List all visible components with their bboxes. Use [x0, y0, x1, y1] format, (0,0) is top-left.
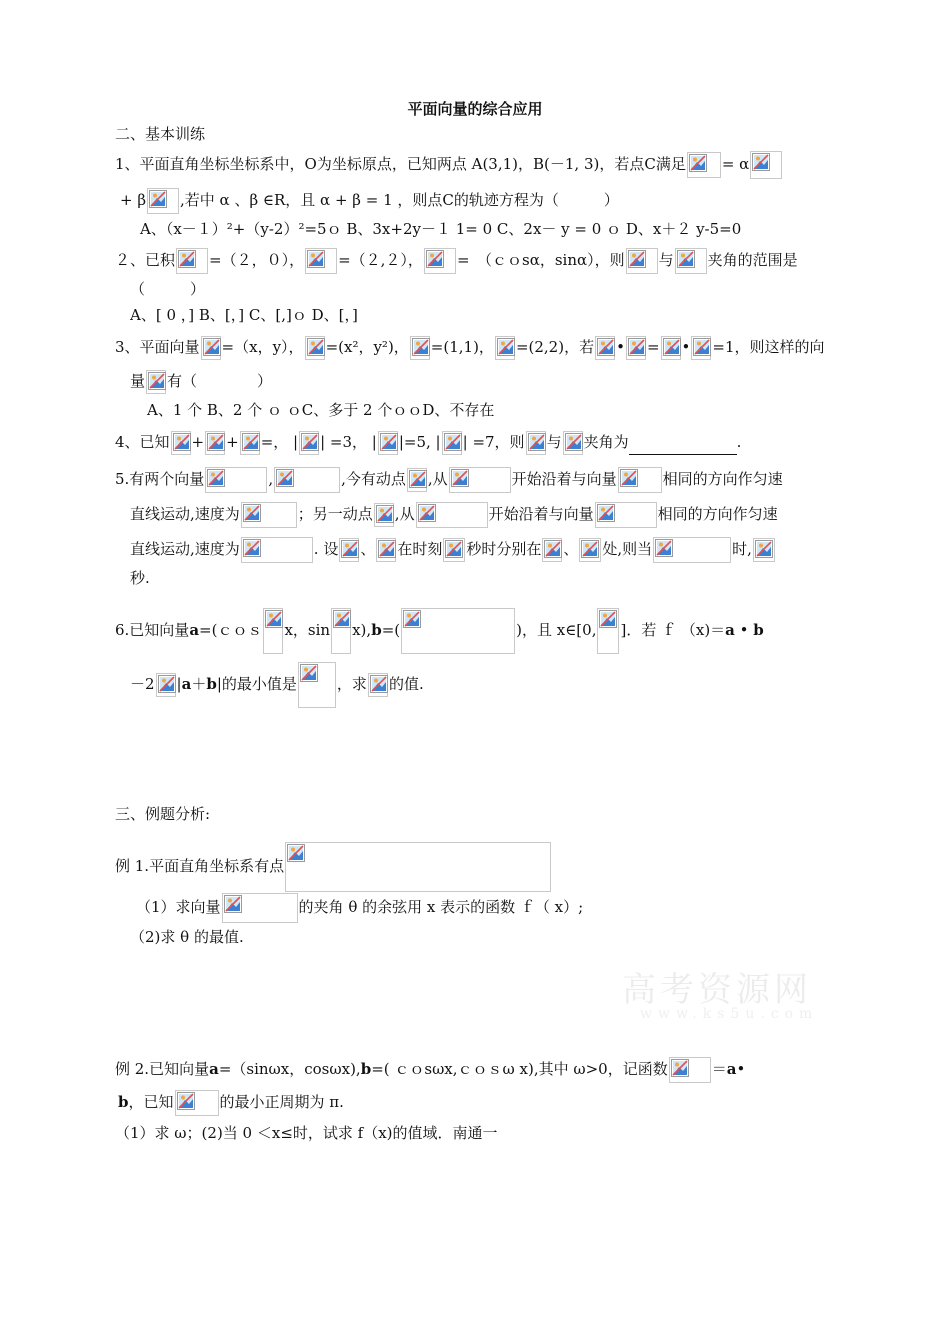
formula-image: [171, 431, 191, 455]
broken-image-icon: [628, 338, 646, 356]
question-1-options: A、（x－１）²+（y-2）²=5ｏ B、3x+2y－１ 1= 0 C、2x－ y = 0 ｏ D、x＋２ y-5=0: [140, 220, 742, 238]
broken-image-icon: [370, 675, 388, 693]
broken-image-icon: [403, 610, 421, 628]
question-5-line-3: 直线运动,速度为 . 设 、 在时刻 秒时分别在 、 处,则当 时,: [130, 537, 776, 563]
broken-image-icon: [207, 433, 225, 451]
broken-image-icon: [243, 539, 261, 557]
broken-image-icon: [301, 433, 319, 451]
broken-image-icon: [655, 539, 673, 557]
example-2-line-1: 例 2.已知向量a=（sinωx，cosωx),b=( ｃｏsωx,ｃｏｓω x),其中 ω>0，记函数 ＝a•: [115, 1057, 745, 1083]
formula-image: [274, 467, 340, 493]
broken-image-icon: [599, 610, 617, 628]
broken-image-icon: [149, 190, 167, 208]
formula-image: [263, 608, 283, 654]
formula-image: [416, 502, 488, 528]
question-4-line: 4、已知 + + =， | | =3， | |=5, | | =7，则 与 夹角为 .: [115, 431, 741, 455]
formula-image: [201, 336, 221, 360]
broken-image-icon: [597, 338, 615, 356]
formula-image: [579, 538, 601, 562]
formula-image: [661, 336, 681, 360]
example-1-line: 例 1.平面直角坐标系有点: [115, 842, 552, 892]
broken-image-icon: [207, 469, 225, 487]
broken-image-icon: [677, 250, 695, 268]
broken-image-icon: [451, 469, 469, 487]
question-2-options: A、[ 0 ，] B、[，] C、[,]ｏ D、[，]: [130, 306, 358, 324]
broken-image-icon: [628, 250, 646, 268]
broken-image-icon: [445, 540, 463, 558]
example-2-parts: （1）求 ω；(2)当 0 ＜x≤时，试求 f（x)的值域．南通一: [115, 1124, 498, 1142]
formula-image: [298, 662, 336, 708]
question-6-line-1: 6.已知向量a=(ｃｏｓ x，sin x),b=( )，且 x∈[0, ]．若 ｆ （x)＝a • b: [115, 608, 764, 654]
formula-image: [285, 842, 551, 892]
formula-image: [376, 538, 396, 562]
broken-image-icon: [620, 469, 638, 487]
formula-image: [175, 1090, 219, 1116]
formula-image: [146, 370, 166, 394]
formula-image: [305, 336, 325, 360]
answer-blank: [629, 440, 737, 455]
formula-image: [156, 673, 176, 697]
question-3-options: A、1 个 B、2 个 ｏ ｏC、多于 2 个ｏｏD、不存在: [147, 401, 495, 419]
formula-image: [240, 431, 260, 455]
formula-image: [626, 336, 646, 360]
formula-image: [495, 336, 515, 360]
formula-image: [299, 431, 319, 455]
broken-image-icon: [341, 540, 359, 558]
section-heading-basic: 二、基本训练: [115, 125, 206, 143]
formula-image: [410, 336, 430, 360]
broken-image-icon: [412, 338, 430, 356]
formula-image: [331, 608, 351, 654]
formula-image: [241, 502, 297, 528]
formula-image: [626, 248, 658, 274]
broken-image-icon: [173, 433, 191, 451]
formula-image: [595, 336, 615, 360]
broken-image-icon: [565, 433, 583, 451]
formula-image: [176, 248, 208, 274]
broken-image-icon: [242, 433, 260, 451]
broken-image-icon: [307, 338, 325, 356]
broken-image-icon: [203, 338, 221, 356]
formula-image: [147, 188, 179, 214]
broken-image-icon: [418, 504, 436, 522]
question-2-line-1: ２、已积 =（２，０）， =（２,２）， = （ｃｏsα，sinα），则 与 夹角的范围是: [115, 248, 798, 274]
question-3-line-1: 3、平面向量 =（x，y）， =(x²，y²)， =(1,1)， =(2,2)，若 • = • =1，则这样的向: [115, 336, 825, 360]
broken-image-icon: [597, 504, 615, 522]
formula-image: [241, 537, 313, 563]
broken-image-icon: [663, 338, 681, 356]
formula-image: [653, 537, 731, 563]
broken-image-icon: [689, 154, 707, 172]
formula-image: [542, 538, 562, 562]
formula-image: [368, 673, 388, 697]
formula-image: [222, 893, 298, 923]
watermark: 高考资源网: [622, 970, 812, 1010]
section-heading-examples: 三、例题分析:: [115, 805, 211, 823]
example-2-line-2: b，已知 的最小正周期为 π.: [118, 1090, 344, 1116]
broken-image-icon: [444, 433, 462, 451]
broken-image-icon: [287, 844, 305, 862]
formula-image: [205, 431, 225, 455]
broken-image-icon: [307, 250, 325, 268]
formula-image: [339, 538, 359, 562]
broken-image-icon: [333, 610, 351, 628]
question-5-line-2: 直线运动,速度为 ；另一动点 ,从 开始沿着与向量 相同的方向作匀速: [130, 502, 778, 528]
formula-image: [675, 248, 707, 274]
broken-image-icon: [528, 433, 546, 451]
formula-image: [407, 468, 427, 492]
formula-image: [595, 502, 657, 528]
example-1-part-2: （2)求 θ 的最值.: [130, 928, 244, 946]
broken-image-icon: [148, 372, 166, 390]
formula-image: [449, 467, 511, 493]
question-1-line-2: + β ,若中 α 、β ∈R，且 α + β = 1 ，则点C的轨迹方程为（ ）: [120, 188, 619, 214]
broken-image-icon: [755, 540, 773, 558]
question-5-line-4: 秒.: [130, 569, 150, 587]
formula-image: [443, 538, 465, 562]
formula-image: [753, 538, 775, 562]
question-5-line-1: 5.有两个向量 , ,今有动点 ,从 开始沿着与向量 相同的方向作匀速: [115, 467, 783, 493]
broken-image-icon: [671, 1059, 689, 1077]
formula-image: [401, 608, 515, 654]
broken-image-icon: [581, 540, 599, 558]
broken-image-icon: [276, 469, 294, 487]
formula-image: [442, 431, 462, 455]
formula-image: [305, 248, 337, 274]
formula-image: [597, 608, 619, 654]
broken-image-icon: [177, 1092, 195, 1110]
broken-image-icon: [693, 338, 711, 356]
formula-image: [669, 1057, 711, 1083]
formula-image: [374, 503, 394, 527]
broken-image-icon: [376, 505, 394, 523]
formula-image: [691, 336, 711, 360]
formula-image: [378, 431, 398, 455]
question-2-paren: （ ）: [130, 280, 206, 298]
question-3-line-2: 量 有（ ）: [130, 370, 272, 394]
formula-image: [205, 467, 267, 493]
formula-image: [526, 431, 546, 455]
broken-image-icon: [243, 504, 261, 522]
broken-image-icon: [265, 610, 283, 628]
broken-image-icon: [178, 250, 196, 268]
formula-image: [563, 431, 583, 455]
broken-image-icon: [497, 338, 515, 356]
broken-image-icon: [426, 250, 444, 268]
formula-image: [687, 152, 721, 178]
page-title: 平面向量的综合应用: [407, 100, 543, 118]
broken-image-icon: [224, 895, 242, 913]
watermark-url: www.ks5u.com: [640, 1006, 819, 1022]
broken-image-icon: [409, 470, 427, 488]
broken-image-icon: [300, 664, 318, 682]
broken-image-icon: [158, 675, 176, 693]
example-1-part-1: （1）求向量 的夹角 θ 的余弦用 x 表示的函数 ｆ（ x）;: [136, 893, 583, 923]
formula-image: [424, 248, 456, 274]
formula-image: [618, 467, 662, 493]
broken-image-icon: [544, 540, 562, 558]
question-6-line-2: －2 |a＋b|的最小值是 ，求 的值.: [130, 662, 424, 708]
question-1-line-1: 1、平面直角坐标坐标系中，O为坐标原点，已知两点 A(3,1)，B(－1, 3)，若点C满足 = α: [115, 151, 783, 179]
broken-image-icon: [380, 433, 398, 451]
broken-image-icon: [378, 540, 396, 558]
formula-image: [750, 151, 782, 179]
broken-image-icon: [752, 153, 770, 171]
